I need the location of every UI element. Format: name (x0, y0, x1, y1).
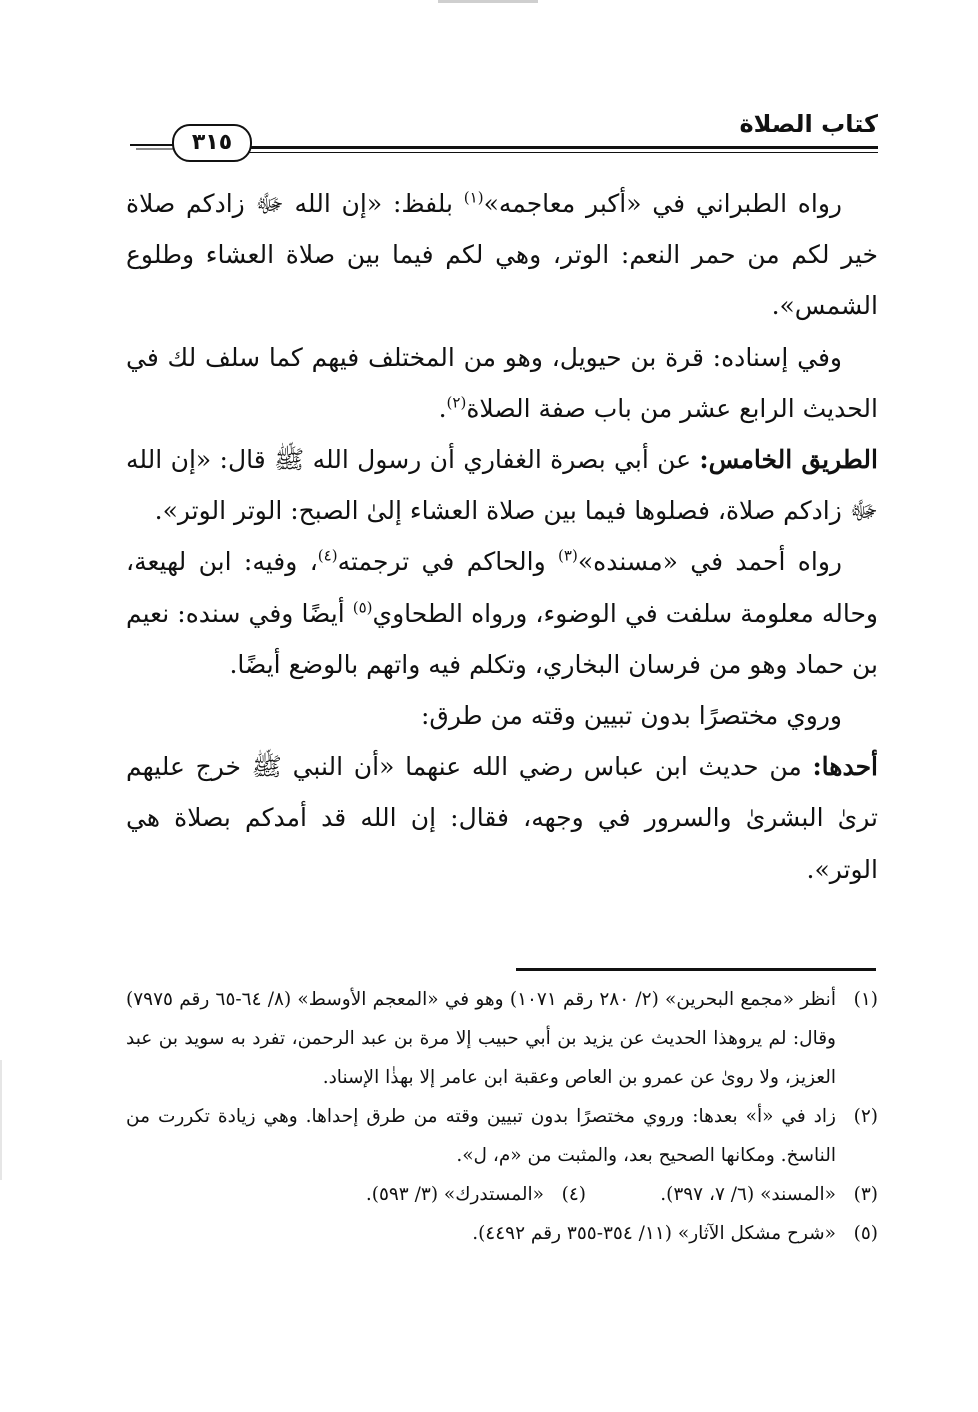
footnote-reference: (٣) (558, 547, 578, 566)
text-segment: من حديث ابن عباس رضي الله عنهما «أن النبي ﷺ خرج عليهم ترىٰ البشرىٰ والسرور في وجهه، فقال: إن الله قد أمدكم بصلاة هي الوتر». (126, 752, 878, 884)
paragraph-fifth-route (126, 434, 878, 536)
paragraph-first-route (126, 741, 878, 895)
page-header (130, 110, 878, 160)
footnote-text: «شرح مشكل الآثار» (١١/ ٣٥٤-٣٥٥ رقم ٤٤٩٢). (472, 1223, 836, 1244)
section-lead: أحدها: (812, 752, 878, 782)
footnote-5 (126, 1214, 878, 1253)
footnote-reference: (٢) (446, 393, 467, 412)
footnotes (126, 980, 878, 1253)
footnote-text: «المسند» (٦/ ٧، ٣٩٧). (660, 1184, 836, 1205)
footnote-text: زاد في «أ» بعدها: وروي مختصرًا بدون تبيين وقته من طرق إحداها. وهي زيادة تكررت من الناسخ. ومكانها الصحيح بعد، والمثبت من «م، ل». (126, 1106, 836, 1166)
text-segment: والحاكم في ترجمته (337, 547, 559, 577)
text-segment: عن أبي بصرة الغفاري أن رسول الله ﷺ قال: «إن الله ﷻ زادكم صلاة، فصلوها فيما بين صلاة العشاء إلىٰ الصبح: الوتر الوتر». (126, 445, 878, 526)
text-segment: رواه أحمد في «مسنده» (577, 547, 842, 577)
footnote-2 (126, 1097, 878, 1175)
section-lead: الطريق الخامس: (699, 445, 878, 475)
paragraph-tabarani (126, 178, 878, 332)
footnote-4 (366, 1175, 586, 1214)
footnote-reference: (١) (463, 188, 484, 207)
text-segment: وفي إسناده: قرة بن حيويل، وهو من المختلف فيهم كما سلف لك في الحديث الرابع عشر من باب صفة الصلاة (126, 342, 878, 423)
footnote-number: (٤) (561, 1184, 586, 1205)
scan-edge-mark (438, 0, 538, 3)
footnote-number: (١) (853, 989, 878, 1010)
text-segment: أيضًا وفي سنده: نعيم بن حماد وهو من فرسان البخاري، وتكلم فيه واتهم بالوضع أيضًا. (126, 598, 878, 679)
footnote-number: (٢) (853, 1106, 878, 1127)
footnote-number: (٥) (853, 1223, 878, 1244)
text-segment: بلفظ: «إن الله ﷻ زادكم صلاة خير لكم من حمر النعم: الوتر، وهي لكم فيما بين صلاة العشاء وطلوع الشمس». (126, 189, 878, 321)
footnote-separator (516, 968, 876, 971)
paragraph-isnad (126, 332, 878, 434)
footnote-text: أنظر «مجمع البحرين» (٢/ ٢٨٠ رقم ١٠٧١) وهو في «المعجم الأوسط» (٨/ ٦٤-٦٥ رقم ٧٩٧٥) وقال: لم يروهذا الحديث عن يزيد بن أبي حبيب إلا مرة بن عبد الرحمن، تفرد به سويد بن عبد العزيز، ولا روىٰ عن عمرو بن العاص وعقبة ابن عامر إلا بهذٰا الإسناد. (126, 989, 836, 1088)
footnote-text: «المستدرك» (٣/ ٥٩٣). (365, 1184, 544, 1205)
header-rule-thin (245, 152, 878, 153)
footnote-row-3-4 (126, 1175, 878, 1214)
footnote-reference: (٤) (317, 547, 338, 566)
text-segment: وروي مختصرًا بدون تبيين وقته من طرق: (421, 701, 842, 731)
text-segment: ، وفيه: ابن لهيعة، وحاله معلومة سلفت في الوضوء، ورواه الطحاوي (126, 547, 878, 628)
footnote-3 (586, 1175, 878, 1214)
running-title: كتاب الصلاة (739, 110, 878, 138)
scan-margin-mark (0, 1060, 2, 1180)
footnote-number: (٣) (853, 1184, 878, 1205)
paragraph-ahmad (126, 536, 878, 690)
main-text (126, 178, 878, 895)
text-segment: . (438, 393, 447, 423)
footnote-reference: (٥) (352, 598, 373, 617)
paragraph-abridged (126, 690, 878, 741)
text-segment: رواه الطبراني في «أكبر معاجمه» (483, 189, 843, 218)
page-number: ٣١٥ (172, 124, 252, 162)
header-rule-thick (245, 146, 878, 149)
footnote-1 (126, 980, 878, 1097)
